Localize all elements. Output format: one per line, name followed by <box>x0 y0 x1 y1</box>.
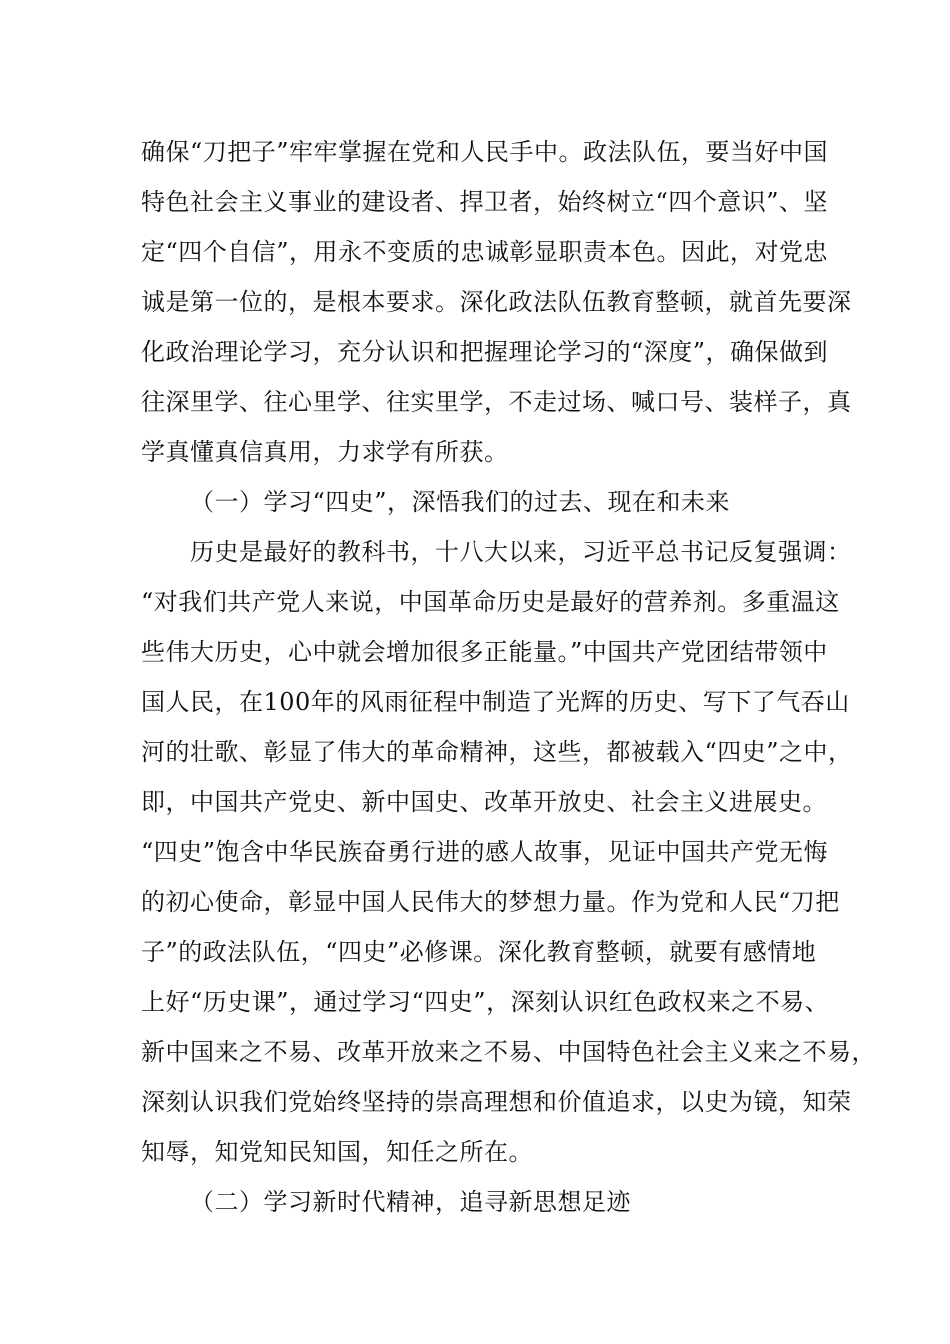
section-heading-2: （二）学习新时代精神，追寻新思想足迹 <box>190 1188 631 1216</box>
text-line: 往深里学、往心里学、往实里学，不走过场、喊口号、装样子，真 <box>141 388 852 416</box>
text-line: 深刻认识我们党始终坚持的崇高理想和价值追求，以史为镜，知荣 <box>141 1088 852 1116</box>
text-line: 特色社会主义事业的建设者、捍卫者，始终树立“四个意识”、坚 <box>141 188 829 216</box>
text-line: 确保“刀把子”牢牢掌握在党和人民手中。政法队伍，要当好中国 <box>141 138 829 166</box>
text-line: 化政治理论学习，充分认识和把握理论学习的“深度”，确保做到 <box>141 338 829 366</box>
text-line: 河的壮歌、彰显了伟大的革命精神，这些，都被载入“四史”之中， <box>141 738 853 766</box>
text-line: 学真懂真信真用，力求学有所获。 <box>141 438 509 466</box>
text-line: 即，中国共产党史、新中国史、改革开放史、社会主义进展史。 <box>141 788 827 816</box>
text-line: 的初心使命，彰显中国人民伟大的梦想力量。作为党和人民“刀把 <box>141 888 840 916</box>
text-line: 子”的政法队伍，“四史”必修课。深化教育整顿，就要有感情地 <box>141 938 817 966</box>
text-line: 上好“历史课”，通过学习“四史”，深刻认识红色政权来之不易、 <box>141 988 830 1016</box>
text-line: 定“四个自信”，用永不变质的忠诚彰显职责本色。因此，对党忠 <box>141 238 829 266</box>
text-line: 诚是第一位的，是根本要求。深化政法队伍教育整顿，就首先要深 <box>141 288 852 316</box>
text-line: 国人民，在100年的风雨征程中制造了光辉的历史、写下了气吞山 <box>141 688 850 716</box>
section-heading-1: （一）学习“四史”，深悟我们的过去、现在和未来 <box>190 488 731 516</box>
text-line: “四史”饱含中华民族奋勇行进的感人故事，见证中国共产党无悔 <box>141 838 829 866</box>
paragraph-first-line: 历史是最好的教科书，十八大以来，习近平总书记反复强调： <box>190 538 852 566</box>
text-line: “对我们共产党人来说，中国革命历史是最好的营养剂。多重温这 <box>141 588 840 616</box>
text-line: 新中国来之不易、改革开放来之不易、中国特色社会主义来之不易， <box>141 1038 876 1066</box>
text-line: 知辱，知党知民知国，知任之所在。 <box>141 1138 533 1166</box>
text-line: 些伟大历史，心中就会增加很多正能量。”中国共产党团结带领中 <box>141 638 828 666</box>
